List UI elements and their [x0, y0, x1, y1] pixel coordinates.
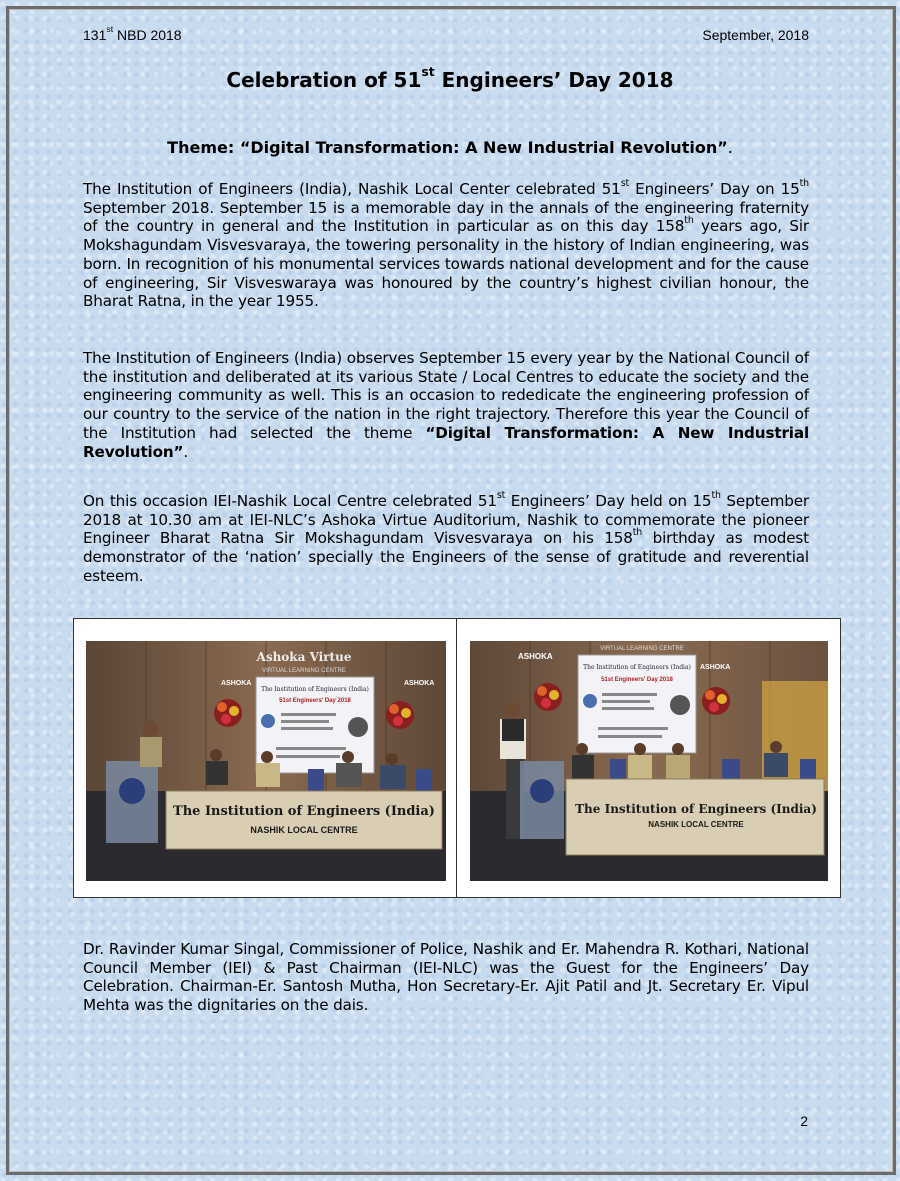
- paragraph-occasion: On this occasion IEI-Nashik Local Centre celebrated 51st Engineers’ Day held on 15th September 2018 at 10.30 am at IEI-NLC’s Ashoka Virtue Auditorium, Nashik to commemorate the pioneer Engineer Bharat Ratna Sir Mokshagundam Visvesvaraya on his 158th birthday as modest demonstrator of the ‘nation’ specially the Engineers of the sense of gratitude and reverential esteem.: [83, 489, 809, 585]
- svg-text:Ashoka Virtue: Ashoka Virtue: [256, 650, 352, 664]
- paragraph-guests: Dr. Ravinder Kumar Singal, Commissioner of Police, Nashik and Er. Mahendra R. Kothari, National Council Member (IEI) & Past Chairman (IEI-NLC) was the Guest for the Engineers’ Day Celebration. Chairman-Er. Santosh Mutha, Hon Secretary-Er. Ajit Patil and Jt. Secretary Er. Vipul Mehta was the dignitaries on the dais.: [83, 940, 809, 1015]
- svg-text:VIRTUAL LEARNING CENTRE: VIRTUAL LEARNING CENTRE: [600, 646, 684, 652]
- photo-divider: [456, 619, 457, 897]
- event-photo-left: [86, 641, 446, 881]
- paragraph-intro: The Institution of Engineers (India), Nashik Local Center celebrated 51st Engineers’ Day on 15th September 2018. September 15 is a memorable day in the annals of the engineering fraternity of the country in general and the Institution in particular as on this day 158th years ago, Sir Mokshagundam Visvesvaraya, the towering personality in the history of Indian engineering, was born. In recognition of his monumental services towards national development and for the cause of engineering, Sir Visveswaraya was honoured by the country’s highest civilian honour, the Bharat Ratna, in the year 1955.: [83, 177, 809, 311]
- event-photo-left-illustration: [86, 641, 446, 881]
- svg-text:ASHOKA: ASHOKA: [404, 680, 435, 687]
- svg-text:ASHOKA: ASHOKA: [518, 652, 553, 661]
- svg-text:51st Engineers' Day 2018: 51st Engineers' Day 2018: [279, 698, 351, 704]
- page-title: Celebration of 51st Engineers’ Day 2018: [226, 64, 674, 92]
- svg-text:The Institution of Engineers (: The Institution of Engineers (India): [261, 686, 369, 693]
- svg-text:NASHIK LOCAL CENTRE: NASHIK LOCAL CENTRE: [250, 825, 358, 835]
- svg-text:The Institution of Engineers (: The Institution of Engineers (India): [575, 802, 817, 816]
- event-photo-right-illustration: [470, 641, 828, 881]
- svg-text:VIRTUAL LEARNING CENTRE: VIRTUAL LEARNING CENTRE: [262, 668, 346, 674]
- event-photo-right: [470, 641, 828, 881]
- photo-gallery: [73, 618, 841, 898]
- svg-text:NASHIK LOCAL CENTRE: NASHIK LOCAL CENTRE: [648, 820, 744, 829]
- page-number: 2: [800, 1113, 808, 1129]
- svg-text:51st Engineers' Day 2018: 51st Engineers' Day 2018: [601, 677, 673, 683]
- svg-text:ASHOKA: ASHOKA: [700, 664, 731, 671]
- svg-text:ASHOKA: ASHOKA: [221, 680, 252, 687]
- header-edition: 131st NBD 2018: [83, 24, 182, 43]
- paragraph-observance: The Institution of Engineers (India) observes September 15 every year by the National Council of the institution and deliberated at its various State / Local Centres to educate the society and the engineering community as well. This is an occasion to rededicate the engineering profession of our country to the service of the nation in the right trajectory. Therefore this year the Council of the Institution had selected the theme “Digital Transformation: A New Industrial Revolution”.: [83, 349, 809, 461]
- svg-text:The Institution of Engineers (: The Institution of Engineers (India): [583, 664, 691, 671]
- header-date: September, 2018: [702, 27, 809, 43]
- svg-text:The Institution of Engineers (: The Institution of Engineers (India): [173, 804, 435, 819]
- theme-line: Theme: “Digital Transformation: A New Industrial Revolution”.: [167, 138, 733, 157]
